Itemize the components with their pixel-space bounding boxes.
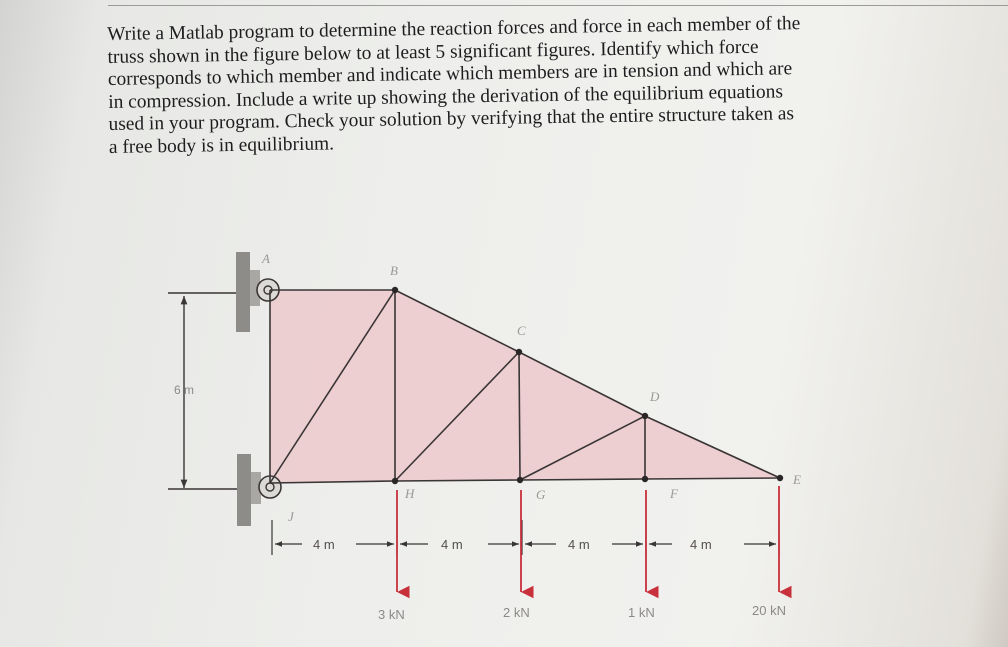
member-gf [520,479,645,480]
member-fe [645,478,780,479]
lower-wall-support [237,454,251,526]
upper-wall-support [236,252,250,332]
problem-line: a free body is in equilibrium. [108,132,335,158]
joint-label-b: B [390,263,398,278]
problem-line: in compression. Include a write up showing the derivation of the equilibrium equations [108,80,784,113]
joint-label-d: D [650,389,660,404]
spacing-label-1: 4 m [313,537,335,552]
joint-c [516,349,522,355]
height-label: 6 m [174,383,195,397]
joint-label-c: C [517,323,526,338]
joint-h [392,478,398,484]
load-label-h: 3 kN [378,607,405,622]
load-label-f: 1 kN [628,605,655,620]
problem-line: Write a Matlab program to determine the reaction forces and force in each member of the [107,13,801,45]
spacing-label-3: 4 m [568,537,590,552]
problem-line: used in your program. Check your solution by verifying that the entire structure taken as [108,103,795,135]
spacing-label-2: 4 m [441,537,463,552]
joint-label-a: A [262,251,270,266]
member-hg [395,480,520,481]
joint-f [642,476,648,482]
joint-label-f: F [670,486,678,501]
problem-line: corresponds to which member and indicate which members are in tension and which are [107,58,793,90]
joint-b [392,287,398,293]
spacing-label-4: 4 m [690,537,712,552]
load-label-g: 2 kN [503,605,530,620]
joint-label-j: J [288,509,294,524]
joint-label-e: E [793,472,801,487]
problem-line: truss shown in the figure below to at least 5 significant figures. Identify which force [107,36,759,68]
joint-label-h: H [405,486,415,501]
load-label-e: 20 kN [752,603,786,618]
joint-label-g: G [536,487,546,502]
joint-e [777,475,783,481]
member-cg [519,352,520,480]
joint-g [517,477,523,483]
joint-d [642,413,648,419]
truss-shaded-area [270,290,780,483]
